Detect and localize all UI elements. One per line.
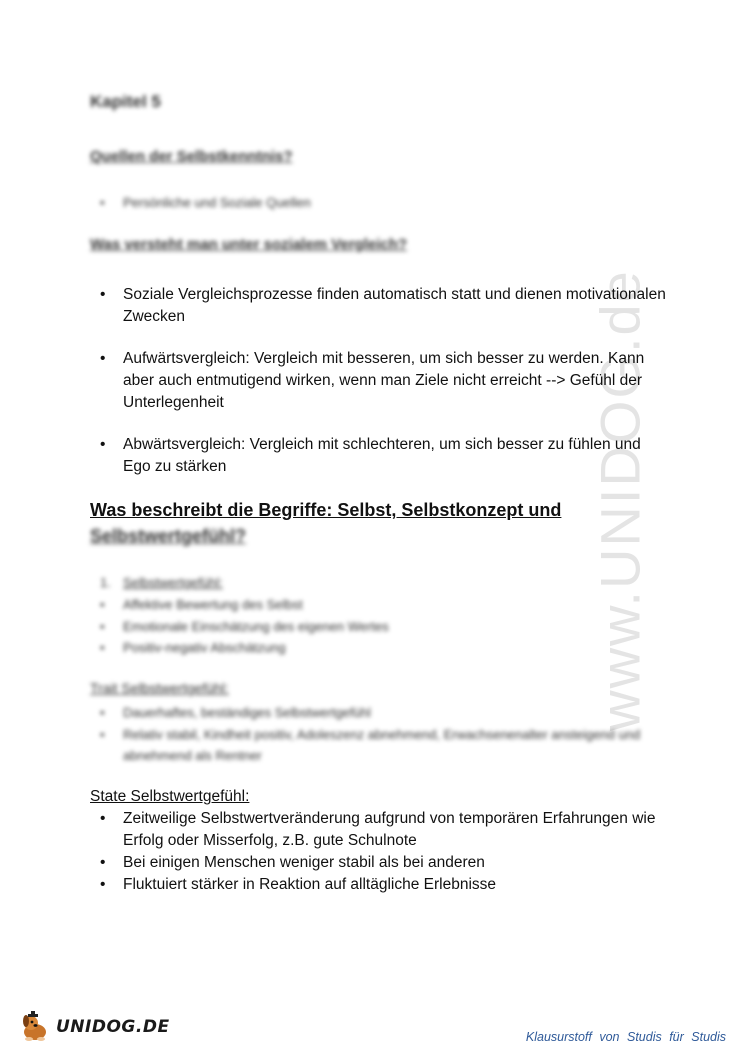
list-number: 1. — [100, 575, 111, 590]
trait-heading: Trait Selbstwertgefühl: — [90, 680, 229, 696]
list-item-label: Selbstwertgefühl: — [123, 575, 223, 590]
list-item: • Persönliche und Soziale Quellen — [100, 192, 670, 214]
list-item: • Dauerhaftes, beständiges Selbstwertgefühl — [100, 702, 670, 724]
list-item: • Emotionale Einschätzung des eigenen Wertes — [100, 616, 670, 638]
dog-icon — [20, 1010, 54, 1044]
question-self-concepts: Was beschreibt die Begriffe: Selbst, Selbstkonzept und — [90, 500, 562, 520]
question-self-knowledge: Quellen der Selbstkenntnis? — [90, 148, 293, 165]
trait-list — [100, 702, 670, 767]
list-item: • Relativ stabil, Kindheit positiv, Adoleszenz abnehmend, Erwachsenenalter ansteigend und abnehmend als Rentner — [100, 724, 670, 767]
logo-text: UNIDOG.DE — [56, 1017, 170, 1037]
list-item: • Affektive Bewertung des Selbst — [100, 594, 670, 616]
self-esteem-list — [100, 572, 670, 594]
social-comparison-list — [100, 284, 670, 478]
watermark-text: www.UNIDOG.de — [588, 269, 652, 731]
question-social-comparison: Was versteht man unter sozialem Vergleich? — [90, 236, 408, 253]
question-self-concepts-line2: Selbstwertgefühl? — [90, 526, 247, 546]
chapter-title: Kapitel 5 — [90, 92, 161, 111]
list-item: • Aufwärtsvergleich: Vergleich mit besseren, um sich besser zu werden. Kann aber auch entmutigend wirken, wenn man Ziele nicht erreicht --> Gefühl der Unterlegenheit — [100, 348, 670, 414]
list-item: • Positiv-negativ Abschätzung — [100, 637, 670, 659]
footer-tagline: Klausurstoff von Studis für Studis — [525, 1030, 726, 1044]
self-knowledge-list — [100, 192, 670, 214]
list-item: • Soziale Vergleichsprozesse finden automatisch statt und dienen motivationalen Zwecken — [100, 284, 670, 328]
footer-logo — [20, 1010, 170, 1044]
list-item: • Abwärtsvergleich: Vergleich mit schlechteren, um sich besser zu fühlen und Ego zu stärken — [100, 434, 670, 478]
list-item-numbered — [100, 572, 670, 594]
list-item: • Bei einigen Menschen weniger stabil als bei anderen — [100, 852, 670, 874]
list-item: • Fluktuiert stärker in Reaktion auf alltägliche Erlebnisse — [100, 874, 670, 896]
state-list — [100, 808, 670, 896]
state-heading: State Selbstwertgefühl: — [90, 788, 250, 805]
self-esteem-details — [100, 594, 670, 659]
list-item: • Zeitweilige Selbstwertveränderung aufgrund von temporären Erfahrungen wie Erfolg oder Misserfolg, z.B. gute Schulnote — [100, 808, 670, 852]
